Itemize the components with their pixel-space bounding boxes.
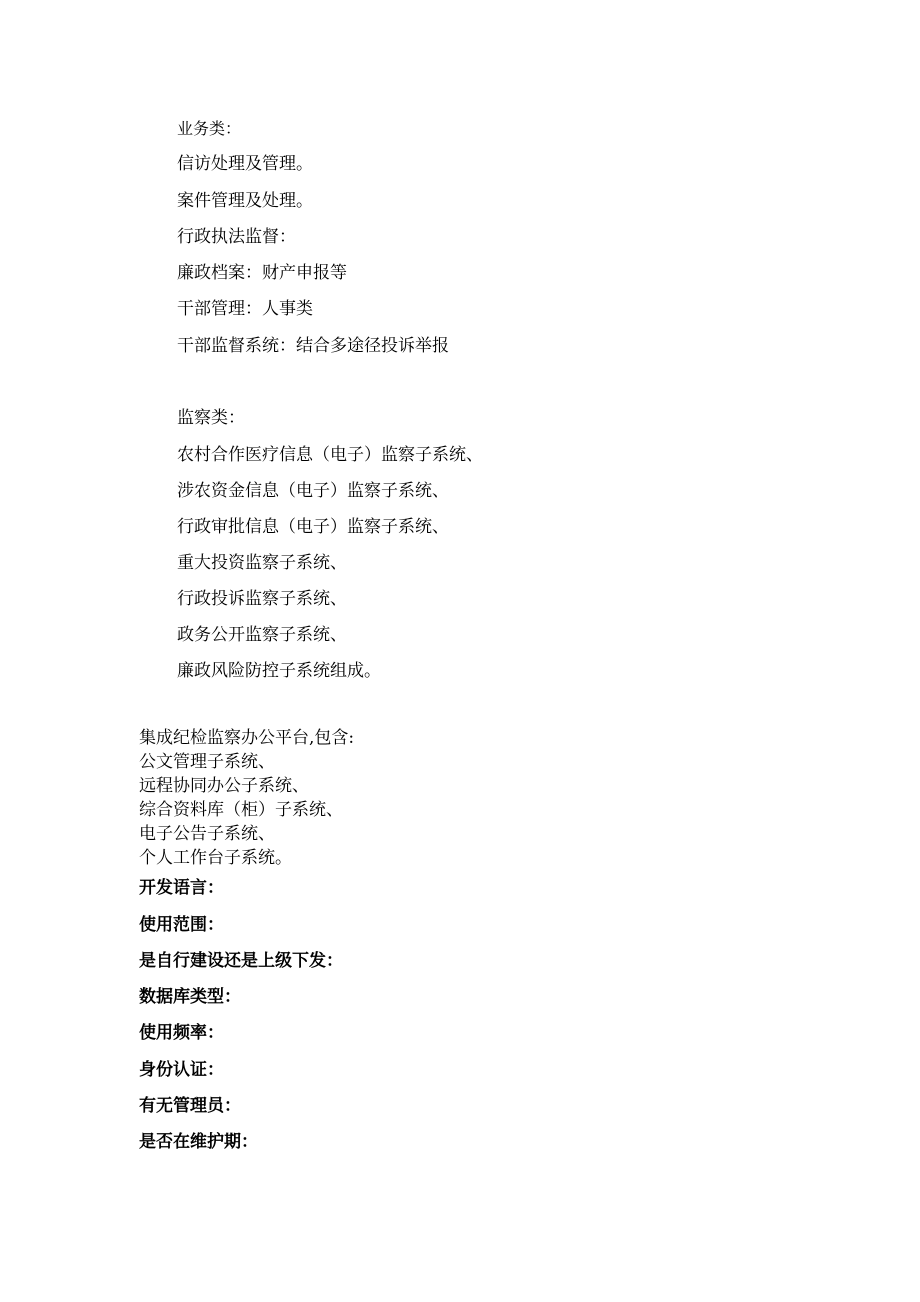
platform-item: 远程协同办公子系统、 [139, 776, 309, 796]
question-label: 是否在维护期： [139, 1132, 258, 1152]
business-item: 案件管理及处理。 [177, 191, 313, 211]
question-label: 是自行建设还是上级下发： [139, 951, 343, 971]
question-label: 使用频率： [139, 1023, 224, 1043]
business-item: 干部监督系统：结合多途径投诉举报 [177, 336, 449, 356]
business-item: 干部管理：人事类 [177, 299, 313, 319]
platform-heading: 集成纪检监察办公平台,包含: [139, 728, 355, 748]
platform-item: 综合资料库（柜）子系统、 [139, 800, 343, 820]
question-label: 身份认证： [139, 1060, 224, 1080]
platform-item: 电子公告子系统、 [139, 824, 275, 844]
supervision-item: 重大投资监察子系统、 [177, 553, 347, 573]
supervision-item: 政务公开监察子系统、 [177, 625, 347, 645]
question-label: 数据库类型： [139, 987, 241, 1007]
supervision-item: 涉农资金信息（电子）监察子系统、 [177, 481, 449, 501]
business-heading: 业务类： [177, 119, 242, 138]
question-label: 有无管理员： [139, 1096, 241, 1116]
platform-item: 公文管理子系统、 [139, 752, 275, 772]
platform-item: 个人工作台子系统。 [139, 848, 292, 868]
business-item: 信访处理及管理。 [177, 154, 313, 174]
business-item: 廉政档案：财产申报等 [177, 263, 347, 283]
question-label: 使用范围： [139, 915, 224, 935]
supervision-item: 行政审批信息（电子）监察子系统、 [177, 517, 449, 537]
supervision-item: 廉政风险防控子系统组成。 [177, 661, 381, 681]
supervision-item: 农村合作医疗信息（电子）监察子系统、 [177, 445, 483, 465]
supervision-heading: 监察类： [177, 408, 245, 428]
business-item: 行政执法监督： [177, 227, 296, 247]
question-label: 开发语言： [139, 878, 224, 898]
supervision-item: 行政投诉监察子系统、 [177, 589, 347, 609]
